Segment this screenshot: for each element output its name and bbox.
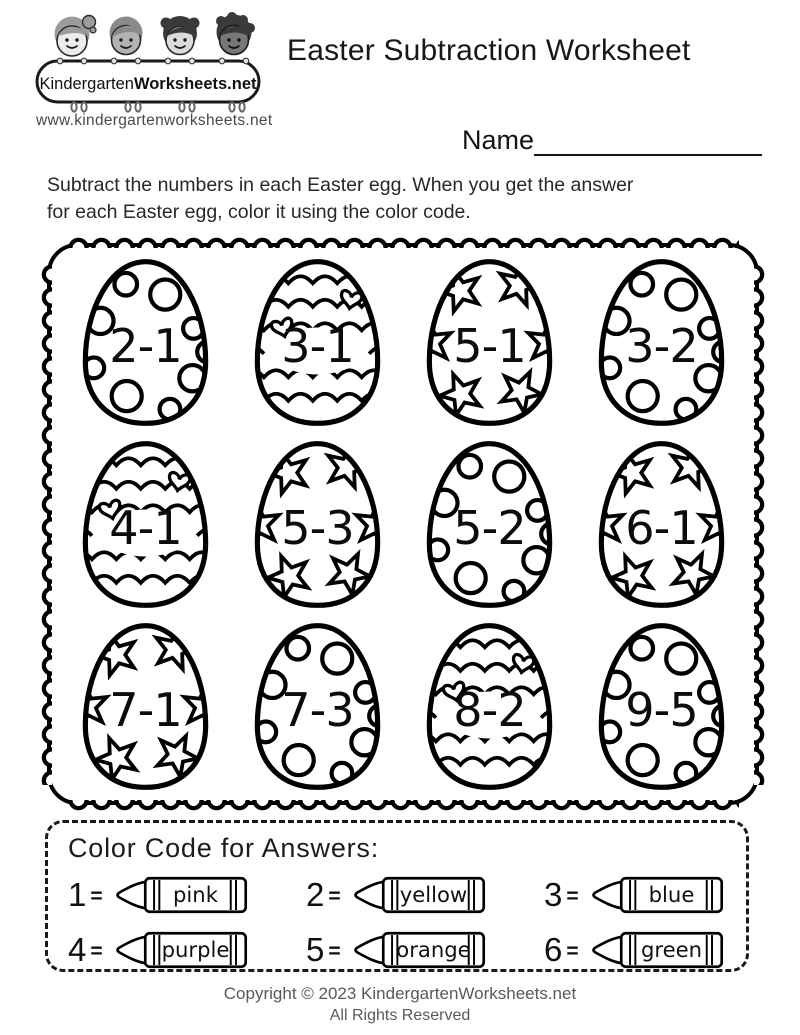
crayon-color-label: yellow [399, 882, 467, 908]
subtraction-problem: 5-1 [452, 318, 526, 373]
scallop-border-left [39, 263, 52, 785]
egg-activity-box [47, 243, 759, 805]
easter-egg-dots-icon [591, 253, 732, 432]
color-code-entry [544, 927, 746, 973]
easter-egg-stars-icon [591, 435, 732, 614]
crayon-icon [586, 927, 727, 973]
crayon-color-label: blue [648, 882, 694, 908]
rights-line: All Rights Reserved [329, 1007, 471, 1024]
instructions [47, 172, 762, 227]
logo-wordmark-part1: Kindergarten [39, 75, 134, 93]
logo-feet-icon [71, 102, 244, 111]
equals-sign: = [566, 940, 579, 963]
easter-egg-waves-icon [247, 253, 388, 432]
code-number: 4 [68, 931, 87, 968]
easter-egg [247, 435, 388, 614]
scallop-border-bottom [67, 800, 739, 813]
color-code-entry [306, 927, 544, 973]
crayon-icon [348, 927, 489, 973]
subtraction-problem: 5-3 [280, 500, 354, 555]
easter-egg [591, 435, 732, 614]
code-number: 1 [68, 876, 87, 913]
easter-egg [419, 435, 560, 614]
kindergartenworksheets-logo [34, 10, 268, 114]
equals-sign: = [566, 885, 579, 908]
color-code-entry [68, 927, 306, 973]
subtraction-problem: 8-2 [452, 682, 526, 737]
name-field [462, 124, 762, 156]
name-label: Name [462, 125, 535, 155]
easter-egg-dots-icon [247, 617, 388, 796]
logo-wordmark [39, 75, 257, 93]
easter-egg-stars-icon [75, 617, 216, 796]
easter-egg [75, 435, 216, 614]
color-code-entry [68, 872, 306, 918]
crayon-icon [110, 927, 251, 973]
equals-sign: = [90, 885, 103, 908]
crayon-color-label: pink [172, 882, 218, 908]
easter-egg-stars-icon [247, 435, 388, 614]
easter-egg-waves-icon [419, 617, 560, 796]
easter-egg-waves-icon [75, 435, 216, 614]
scallop-border-right [754, 263, 767, 785]
subtraction-problem: 7-3 [280, 682, 354, 737]
easter-egg [591, 253, 732, 432]
easter-egg-dots-icon [419, 435, 560, 614]
copyright-line: Copyright © 2023 KindergartenWorksheets.net [223, 984, 577, 1003]
code-number: 2 [306, 876, 325, 913]
subtraction-problem: 6-1 [624, 500, 698, 555]
code-number: 3 [544, 876, 563, 913]
footer [0, 984, 800, 1025]
subtraction-problem: 2-1 [108, 318, 182, 373]
crayon-color-label: orange [395, 937, 471, 963]
color-code-title: Color Code for Answers: [68, 833, 380, 863]
easter-egg [591, 617, 732, 796]
page-title: Easter Subtraction Worksheet [287, 34, 691, 67]
subtraction-problem: 5-2 [452, 500, 526, 555]
crayon-color-label: green [640, 937, 702, 963]
name-blank-line [534, 124, 762, 156]
easter-egg [419, 253, 560, 432]
logo-wordmark-part2: Worksheets.net [133, 75, 257, 93]
subtraction-problem: 9-5 [624, 682, 698, 737]
subtraction-problem: 7-1 [108, 682, 182, 737]
color-code-box [45, 820, 749, 972]
logo-kids-icon [55, 12, 256, 56]
easter-egg [75, 253, 216, 432]
equals-sign: = [328, 885, 341, 908]
crayon-color-label: purple [161, 937, 230, 963]
easter-egg [75, 617, 216, 796]
crayon-icon [586, 872, 727, 918]
code-number: 5 [306, 931, 325, 968]
crayon-icon [110, 872, 251, 918]
easter-egg [247, 253, 388, 432]
scallop-border-top [67, 235, 739, 248]
crayon-icon [348, 872, 489, 918]
easter-egg [419, 617, 560, 796]
instructions-line2: for each Easter egg, color it using the color code. [47, 201, 471, 224]
easter-egg-dots-icon [591, 617, 732, 796]
code-number: 6 [544, 931, 563, 968]
color-code-entry [306, 872, 544, 918]
subtraction-problem: 4-1 [108, 500, 182, 555]
instructions-line1: Subtract the numbers in each Easter egg. When you get the answer [47, 174, 634, 196]
egg-grid [53, 249, 753, 799]
site-url: www.kindergartenworksheets.net [36, 112, 273, 129]
equals-sign: = [328, 940, 341, 963]
color-code-entry [544, 872, 746, 918]
easter-egg-stars-icon [419, 253, 560, 432]
color-code-grid [68, 872, 746, 973]
subtraction-problem: 3-1 [280, 318, 354, 373]
equals-sign: = [90, 940, 103, 963]
easter-egg-dots-icon [75, 253, 216, 432]
easter-egg [247, 617, 388, 796]
subtraction-problem: 3-2 [624, 318, 698, 373]
